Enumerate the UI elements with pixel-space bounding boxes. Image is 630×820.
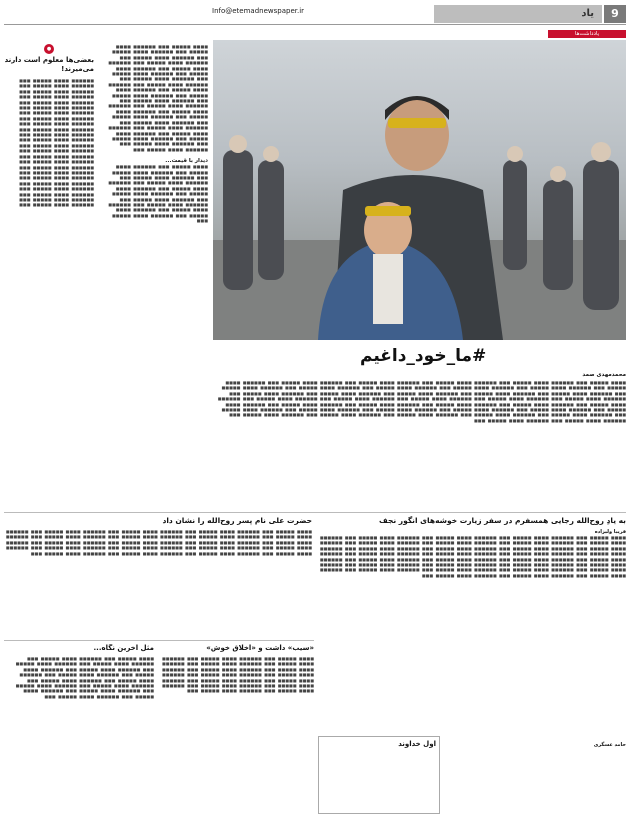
photo-illustration [213, 40, 626, 340]
bottom-right-title: اول خداوند [398, 740, 436, 748]
section-subhead: دیدار با قیمت... [165, 158, 208, 165]
email-address[interactable]: Info@etemadnewspaper.ir [212, 7, 305, 15]
bottom-left-body: ■■■■ ■■■■■ ■■■ ■■■■■■ ■■■■ ■■■■■ ■■■ ■■■■■■ ■■■■ ■■■■■ ■■■ ■■■■■■ ■■■■ ■■■■■ ■■■ ■■■■■■ ■■■■ ■■■■■ ■■■ ■■■■■■ ■■■■ ■■■■■ ■■■ ■■■■■■ ■■■■ ■■■■■ ■■■ ■■■■■■ ■■■■ ■■■■■ ■■■ ■■■■■■ ■■■■ ■■■■■ ■■■ ■■■■■■ ■■■■ ■■■■■ ■■■ ■■■■■■ ■■■■ ■■■■■ ■■■ ■■■■■■ ■■■■ ■■■■■ ■■■ ■■■■■■ ■■■■ ■■■■■ ■■■ ■■■■■■ ■■■■ ■■■■■ ■■■ [15, 656, 154, 699]
second-column-body-2: ■■■■ ■■■■■ ■■■ ■■■■■■ ■■■■ ■■■■■ ■■■ ■■■■■■ ■■■■ ■■■■■ ■■■ ■■■■■■ ■■■■ ■■■■■ ■■■ ■■■■■■ ■■■■ ■■■■■ ■■■ ■■■■■■ ■■■■ ■■■■■ ■■■ ■■■■■■ ■■■■ ■■■■■ ■■■ ■■■■■■ ■■■■ ■■■■■ ■■■ ■■■■■■ ■■■■ ■■■■■ ■■■ ■■■■■■ ■■■■ ■■■■■ ■■■ ■■■■■■ ■■■■ ■■■■■ ■■■ ■■■■■■ ■■■■ ■■■■■ ■■■ ■■■■■■ ■■■■ ■■■■■ ■■■ [108, 164, 208, 224]
author-name-2: فریبا ولیزاده [594, 529, 626, 535]
bottom-mid-article [160, 644, 314, 814]
left-column-title: بعضی‌ها معلوم است دارند می‌میرند! [4, 56, 94, 73]
right-bottom-article [318, 516, 626, 816]
divider-2 [4, 640, 314, 641]
left-column [4, 44, 94, 504]
main-headline: #ما_خود_داغیم [360, 346, 487, 366]
right-bottom-title: به یادِ روح‌الله رجایی همسفرم در سفر زیارت خوشه‌های انگور نجف [379, 516, 626, 525]
bottom-left-title: مثل آخرین نگاه... [93, 644, 154, 652]
right-bottom-body: ■■■■ ■■■■■ ■■■ ■■■■■■ ■■■■ ■■■■■ ■■■ ■■■■■■ ■■■■ ■■■■■ ■■■ ■■■■■■ ■■■■ ■■■■■ ■■■ ■■■■■■ ■■■■ ■■■■■ ■■■ ■■■■■■ ■■■■ ■■■■■ ■■■ ■■■■■■ ■■■■ ■■■■■ ■■■ ■■■■■■ ■■■■ ■■■■■ ■■■ ■■■■■■ ■■■■ ■■■■■ ■■■ ■■■■■■ ■■■■ ■■■■■ ■■■ ■■■■■■ ■■■■ ■■■■■ ■■■ ■■■■■■ ■■■■ ■■■■■ ■■■ ■■■■■■ ■■■■ ■■■■■ ■■■ ■■■■■■ ■■■■ ■■■■■ ■■■ ■■■■■■ ■■■■ ■■■■■ ■■■ ■■■■■■ ■■■■ ■■■■■ ■■■ ■■■■■■ ■■■■ ■■■■■ ■■■ ■■■■■■ ■■■■ ■■■■■ ■■■ ■■■■■■ ■■■■ ■■■■■ ■■■ ■■■■■■ ■■■■ ■■■■■ ■■■ ■■■■■■ ■■■■ ■■■■■ ■■■ ■■■■■■ ■■■■ ■■■■■ ■■■ ■■■■■■ ■■■■ ■■■■■ ■■■ ■■■■■■ ■■■■ ■■■■■ ■■■ ■■■■■■ ■■■■ ■■■■■ ■■■ ■■■■■■ ■■■■ ■■■■■ ■■■ ■■■■■■ ■■■■ ■■■■■ ■■■ ■■■■■■ ■■■■ ■■■■■ ■■■ ■■■■■■ ■■■■ ■■■■■ ■■■ ■■■■■■ ■■■■ ■■■■■ ■■■ ■■■■■■ ■■■■ ■■■■■ ■■■ [319, 535, 626, 578]
mid-bottom-title: حضرت علی نام پسر روح‌الله را نشان داد [162, 516, 312, 525]
bottom-mid-title: «سیب» داشت و «اخلاق خوش» [206, 644, 314, 652]
divider [4, 512, 626, 513]
main-photo [213, 40, 626, 340]
bottom-left-article [4, 644, 154, 814]
page-number: 9 [604, 5, 626, 23]
column-icon: ● [44, 44, 54, 54]
author-name: محمدمهدی صمد [582, 372, 626, 378]
column-badge: یادداشت‌ها [548, 30, 626, 38]
second-column-body: ■■■■ ■■■■■ ■■■ ■■■■■■ ■■■■ ■■■■■ ■■■ ■■■■■■ ■■■■ ■■■■■ ■■■ ■■■■■■ ■■■■ ■■■■■ ■■■ ■■■■■■ ■■■■ ■■■■■ ■■■ ■■■■■■ ■■■■ ■■■■■ ■■■ ■■■■■■ ■■■■ ■■■■■ ■■■ ■■■■■■ ■■■■ ■■■■■ ■■■ ■■■■■■ ■■■■ ■■■■■ ■■■ ■■■■■■ ■■■■ ■■■■■ ■■■ ■■■■■■ ■■■■ ■■■■■ ■■■ ■■■■■■ ■■■■ ■■■■■ ■■■ ■■■■■■ ■■■■ ■■■■■ ■■■ ■■■■■■ ■■■■ ■■■■■ ■■■ ■■■■■■ ■■■■ ■■■■■ ■■■ ■■■■■■ ■■■■ ■■■■■ ■■■ ■■■■■■ ■■■■ ■■■■■ ■■■ ■■■■■■ ■■■■ ■■■■■ ■■■ ■■■■■■ ■■■■ ■■■■■ ■■■ ■■■■■■ ■■■■ ■■■■■ ■■■ ■■■■■■ ■■■■ ■■■■■ ■■■ ■■■■■■ ■■■■ ■■■■■ ■■■ ■■■■■■ ■■■■ ■■■■■ ■■■ ■■■■■■ ■■■■ ■■■■■ ■■■ ■■■■■■ ■■■■ ■■■■■ ■■■ [108, 44, 208, 152]
photo-article-body: ■■■■ ■■■■■ ■■■ ■■■■■■ ■■■■ ■■■■■ ■■■ ■■■■■■ ■■■■ ■■■■■ ■■■ ■■■■■■ ■■■■ ■■■■■ ■■■ ■■■■■■ ■■■■ ■■■■■ ■■■ ■■■■■■ ■■■■ ■■■■■ ■■■ ■■■■■■ ■■■■ ■■■■■ ■■■ ■■■■■■ ■■■■ ■■■■■ ■■■ ■■■■■■ ■■■■ ■■■■■ ■■■ ■■■■■■ ■■■■ ■■■■■ ■■■ ■■■■■■ ■■■■ ■■■■■ ■■■ ■■■■■■ ■■■■ ■■■■■ ■■■ ■■■■■■ ■■■■ ■■■■■ ■■■ ■■■■■■ ■■■■ ■■■■■ ■■■ ■■■■■■ ■■■■ ■■■■■ ■■■ ■■■■■■ ■■■■ ■■■■■ ■■■ ■■■■■■ ■■■■ ■■■■■ ■■■ ■■■■■■ ■■■■ ■■■■■ ■■■ ■■■■■■ ■■■■ ■■■■■ ■■■ ■■■■■■ ■■■■ ■■■■■ ■■■ ■■■■■■ ■■■■ ■■■■■ ■■■ ■■■■■■ ■■■■ ■■■■■ ■■■ ■■■■■■ ■■■■ ■■■■■ ■■■ ■■■■■■ ■■■■ ■■■■■ ■■■ ■■■■■■ ■■■■ ■■■■■ ■■■ ■■■■■■ ■■■■ ■■■■■ ■■■ ■■■■■■ ■■■■ ■■■■■ ■■■ ■■■■■■ ■■■■ ■■■■■ ■■■ ■■■■■■ ■■■■ ■■■■■ ■■■ ■■■■■■ ■■■■ ■■■■■ ■■■ ■■■■■■ ■■■■ ■■■■■ ■■■ ■■■■■■ ■■■■ ■■■■■ ■■■ ■■■■■■ ■■■■ ■■■■■ ■■■ ■■■■■■ ■■■■ ■■■■■ ■■■ ■■■■■■ ■■■■ ■■■■■ ■■■ ■■■■■■ ■■■■ ■■■■■ ■■■ ■■■■■■ ■■■■ ■■■■■ ■■■ ■■■■■■ ■■■■ ■■■■■ ■■■ ■■■■■■ ■■■■ ■■■■■ ■■■ [217, 380, 626, 423]
second-column [100, 44, 208, 504]
page-header [4, 4, 626, 25]
mid-bottom-body: ■■■■ ■■■■■ ■■■ ■■■■■■ ■■■■ ■■■■■ ■■■ ■■■■■■ ■■■■ ■■■■■ ■■■ ■■■■■■ ■■■■ ■■■■■ ■■■ ■■■■■■ ■■■■ ■■■■■ ■■■ ■■■■■■ ■■■■ ■■■■■ ■■■ ■■■■■■ ■■■■ ■■■■■ ■■■ ■■■■■■ ■■■■ ■■■■■ ■■■ ■■■■■■ ■■■■ ■■■■■ ■■■ ■■■■■■ ■■■■ ■■■■■ ■■■ ■■■■■■ ■■■■ ■■■■■ ■■■ ■■■■■■ ■■■■ ■■■■■ ■■■ ■■■■■■ ■■■■ ■■■■■ ■■■ ■■■■■■ ■■■■ ■■■■■ ■■■ ■■■■■■ ■■■■ ■■■■■ ■■■ ■■■■■■ ■■■■ ■■■■■ ■■■ ■■■■■■ ■■■■ ■■■■■ ■■■ ■■■■■■ ■■■■ ■■■■■ ■■■ ■■■■■■ ■■■■ ■■■■■ ■■■ ■■■■■■ ■■■■ ■■■■■ ■■■ [5, 529, 312, 556]
sub-box [318, 736, 440, 814]
left-column-body: ■■■■■■ ■■■■ ■■■■■ ■■■ ■■■■■■ ■■■■ ■■■■■ ■■■ ■■■■■■ ■■■■ ■■■■■ ■■■ ■■■■■■ ■■■■ ■■■■■ ■■■ ■■■■■■ ■■■■ ■■■■■ ■■■ ■■■■■■ ■■■■ ■■■■■ ■■■ ■■■■■■ ■■■■ ■■■■■ ■■■ ■■■■■■ ■■■■ ■■■■■ ■■■ ■■■■■■ ■■■■ ■■■■■ ■■■ ■■■■■■ ■■■■ ■■■■■ ■■■ ■■■■■■ ■■■■ ■■■■■ ■■■ ■■■■■■ ■■■■ ■■■■■ ■■■ ■■■■■■ ■■■■ ■■■■■ ■■■ ■■■■■■ ■■■■ ■■■■■ ■■■ ■■■■■■ ■■■■ ■■■■■ ■■■ ■■■■■■ ■■■■ ■■■■■ ■■■ ■■■■■■ ■■■■ ■■■■■ ■■■ ■■■■■■ ■■■■ ■■■■■ ■■■ ■■■■■■ ■■■■ ■■■■■ ■■■ ■■■■■■ ■■■■ ■■■■■ ■■■ ■■■■■■ ■■■■ ■■■■■ ■■■ ■■■■■■ ■■■■ ■■■■■ ■■■ ■■■■■■ ■■■■ ■■■■■ ■■■ ■■■■■■ ■■■■ ■■■■■ ■■■ [19, 78, 94, 208]
author-name-3: حامد عسگری [593, 742, 626, 748]
section-label: یاد [434, 5, 602, 23]
photo-article [213, 372, 626, 512]
bottom-mid-body: ■■■■ ■■■■■ ■■■ ■■■■■■ ■■■■ ■■■■■ ■■■ ■■■■■■ ■■■■ ■■■■■ ■■■ ■■■■■■ ■■■■ ■■■■■ ■■■ ■■■■■■ ■■■■ ■■■■■ ■■■ ■■■■■■ ■■■■ ■■■■■ ■■■ ■■■■■■ ■■■■ ■■■■■ ■■■ ■■■■■■ ■■■■ ■■■■■ ■■■ ■■■■■■ ■■■■ ■■■■■ ■■■ ■■■■■■ ■■■■ ■■■■■ ■■■ ■■■■■■ ■■■■ ■■■■■ ■■■ ■■■■■■ ■■■■ ■■■■■ ■■■ ■■■■■■ ■■■■ ■■■■■ ■■■ ■■■■■■ ■■■■ ■■■■■ ■■■ [162, 656, 314, 694]
mid-bottom-article [4, 516, 312, 636]
